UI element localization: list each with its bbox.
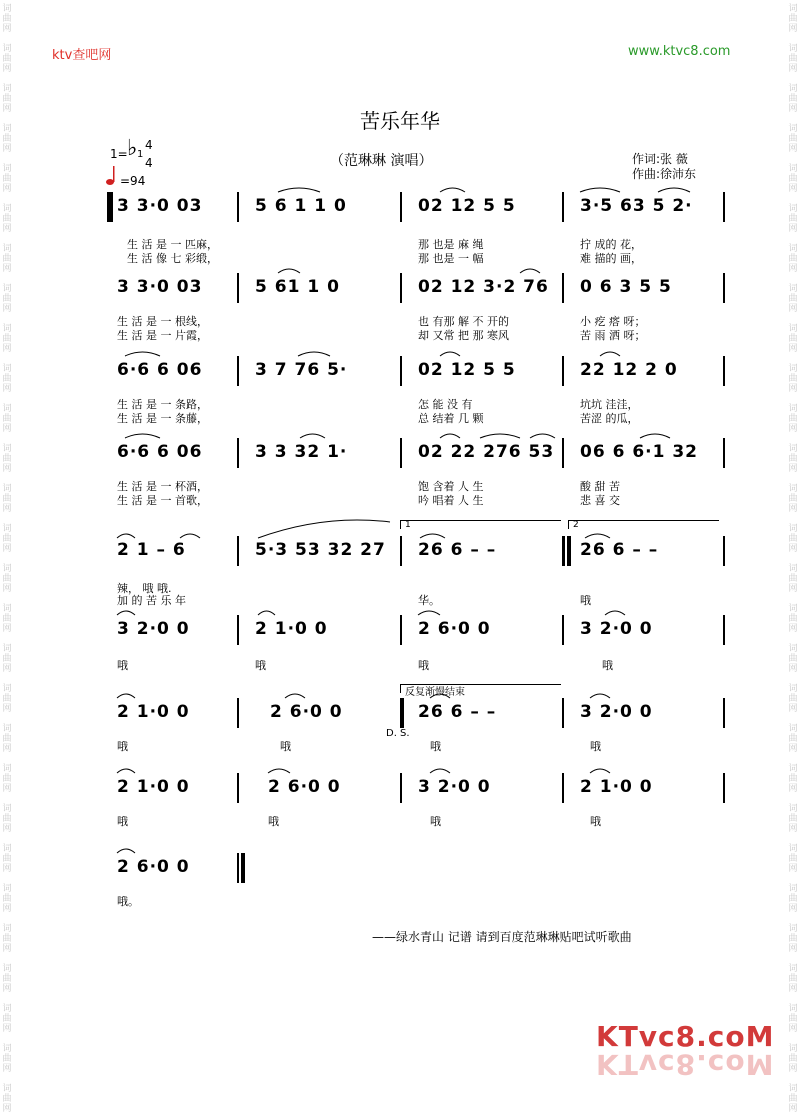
- measure-notes: 2 1·0 0: [255, 619, 328, 639]
- ktvc8-logo-reflection: KTvc8.coM: [596, 1048, 775, 1081]
- slur-arc: [658, 188, 690, 192]
- slur-arc: [180, 534, 200, 538]
- lyric-text: 生 活 是 一 条路，: [117, 398, 208, 411]
- slur-arc: [117, 611, 135, 615]
- watermark-glyph: 词 曲 网: [2, 884, 12, 914]
- ktvc8-logo[interactable]: KTvc8.coM: [596, 1020, 775, 1053]
- watermark-glyph: 词 曲 网: [2, 164, 12, 194]
- measure-notes: 2 6·0 0: [117, 857, 190, 877]
- lyric-text: 坑坑 洼洼，: [580, 398, 639, 411]
- watermark-glyph: 词 曲 网: [2, 324, 12, 354]
- slur-arc: [590, 769, 610, 773]
- lyric-text: 拧 成的 花，: [580, 238, 642, 251]
- watermark-glyph: 词 曲 网: [788, 4, 798, 34]
- watermark-glyph: 词 曲 网: [2, 764, 12, 794]
- slur-arc: [605, 611, 625, 615]
- lyric-text: 哦: [117, 740, 128, 753]
- measure-notes: 3 2·0 0: [580, 619, 653, 639]
- measure-notes: 5·3 53 32 27: [255, 540, 386, 560]
- watermark-glyph: 词 曲 网: [788, 1044, 798, 1074]
- watermark-glyph: 词 曲 网: [788, 44, 798, 74]
- slur-arc: [640, 434, 670, 438]
- watermark-glyph: 词 曲 网: [2, 44, 12, 74]
- measure-notes: 3·5 63 5 2·: [580, 196, 693, 216]
- lyric-text: 哦: [280, 740, 291, 753]
- watermark-glyph: 词 曲 网: [788, 244, 798, 274]
- watermark-glyph: 词 曲 网: [788, 204, 798, 234]
- watermark-glyph: 词 曲 网: [788, 764, 798, 794]
- slur-arc: [300, 434, 325, 438]
- watermark-glyph: 词 曲 网: [2, 644, 12, 674]
- measure-notes: 5 6 1 1 0: [255, 196, 347, 216]
- measure-notes: 06 6 6·1 32: [580, 442, 699, 462]
- slur-arc: [285, 694, 305, 698]
- measure-notes: 3 3·0 03: [117, 277, 203, 297]
- lyric-text: 怎 能 没 有: [418, 398, 473, 411]
- slur-arc: [268, 769, 290, 773]
- watermark-glyph: 词 曲 网: [788, 644, 798, 674]
- lyric-text: 哦: [268, 815, 279, 828]
- header-site-right[interactable]: www.ktvc8.com: [628, 44, 731, 59]
- slur-arc: [520, 269, 540, 273]
- watermark-glyph: 词 曲 网: [788, 484, 798, 514]
- lyric-text: 苦涩 的瓜，: [580, 412, 639, 425]
- lyric-text: 华。: [418, 594, 440, 607]
- measure-notes: 3 2·0 0: [580, 702, 653, 722]
- header-site-left[interactable]: ktv查吧网: [52, 48, 112, 63]
- watermark-glyph: 词 曲 网: [788, 604, 798, 634]
- lyric-text: 加 的 苦 乐 年: [117, 594, 186, 607]
- volta-number: 2: [573, 520, 579, 530]
- slur-arc: [585, 534, 610, 538]
- watermark-glyph: 词 曲 网: [788, 724, 798, 754]
- slur-arc: [117, 534, 135, 538]
- slur-arc: [298, 352, 330, 356]
- watermark-glyph: 词 曲 网: [788, 364, 798, 394]
- watermark-glyph: 词 曲 网: [2, 204, 12, 234]
- measure-notes: 22 12 2 0: [580, 360, 678, 380]
- lyric-text: 吟 唱着 人 生: [418, 494, 484, 507]
- measure-notes: 2 1·0 0: [117, 702, 190, 722]
- watermark-glyph: 词 曲 网: [788, 564, 798, 594]
- lyric-text: 哦: [602, 659, 613, 672]
- measure-notes: 02 12 5 5: [418, 196, 516, 216]
- watermark-glyph: 词 曲 网: [788, 444, 798, 474]
- watermark-glyph: 词 曲 网: [788, 1004, 798, 1034]
- lyric-text: 生 活 是 一 根线，: [117, 315, 208, 328]
- measure-notes: 26 6 – –: [418, 702, 497, 722]
- watermark-glyph: 词 曲 网: [788, 924, 798, 954]
- watermark-glyph: 词 曲 网: [2, 1044, 12, 1074]
- transcriber-credit: ——绿水青山 记谱 请到百度范琳琳贴吧试听歌曲: [372, 930, 632, 944]
- watermark-glyph: 词 曲 网: [788, 1084, 798, 1112]
- measure-notes: 26 6 – –: [418, 540, 497, 560]
- measure-notes: 2 6·0 0: [268, 777, 341, 797]
- tempo-marking: =94: [120, 174, 146, 188]
- lyric-text: 悲 喜 交: [580, 494, 620, 507]
- watermark-glyph: 词 曲 网: [2, 1004, 12, 1034]
- lyric-text: 饱 含着 人 生: [418, 480, 484, 493]
- slur-arc: [258, 611, 275, 615]
- watermark-glyph: 词 曲 网: [788, 964, 798, 994]
- measure-notes: 0 6 3 5 5: [580, 277, 672, 297]
- lyric-text: 哦: [590, 815, 601, 828]
- measure-notes: 3 2·0 0: [117, 619, 190, 639]
- lyric-text: 生 活 是 一 杯酒，: [117, 480, 208, 493]
- lyric-text: 生 活 是 一 首歌，: [117, 494, 208, 507]
- lyric-text: 哦: [117, 815, 128, 828]
- watermark-glyph: 词 曲 网: [2, 524, 12, 554]
- watermark-glyph: 词 曲 网: [2, 404, 12, 434]
- song-title: 苦乐年华: [360, 109, 440, 133]
- measure-notes: 6·6 6 06: [117, 360, 203, 380]
- watermark-glyph: 词 曲 网: [2, 684, 12, 714]
- measure-notes: 2 1·0 0: [580, 777, 653, 797]
- lyric-text: 生 活 像 七 彩缎，: [127, 252, 218, 265]
- watermark-glyph: 词 曲 网: [2, 964, 12, 994]
- time-signature-bottom: 4: [145, 156, 153, 170]
- lyric-text: 哦: [255, 659, 266, 672]
- watermark-glyph: 词 曲 网: [2, 924, 12, 954]
- watermark-glyph: 词 曲 网: [788, 124, 798, 154]
- slur-arc: [117, 694, 135, 698]
- slur-arc: [600, 352, 620, 356]
- slur-arc: [418, 611, 440, 615]
- measure-notes: 6·6 6 06: [117, 442, 203, 462]
- watermark-glyph: 词 曲 网: [2, 844, 12, 874]
- measure-notes: 3 2·0 0: [418, 777, 491, 797]
- watermark-glyph: 词 曲 网: [2, 84, 12, 114]
- measure-notes: 3 3·0 03: [117, 196, 203, 216]
- slur-arc: [440, 188, 465, 192]
- lyric-text: 酸 甜 苦: [580, 480, 620, 493]
- watermark-glyph: 词 曲 网: [788, 684, 798, 714]
- lyric-text: 哦: [418, 659, 429, 672]
- watermark-glyph: 词 曲 网: [788, 844, 798, 874]
- measure-notes: 2 1·0 0: [117, 777, 190, 797]
- measure-notes: 26 6 – –: [580, 540, 659, 560]
- watermark-glyph: 词 曲 网: [2, 4, 12, 34]
- lyric-text: 哦: [430, 740, 441, 753]
- watermark-glyph: 词 曲 网: [2, 484, 12, 514]
- lyric-text: 也 有那 解 不 开的: [418, 315, 509, 328]
- lyric-text: 生 活 是 一 匹麻，: [127, 238, 218, 251]
- measure-notes: 2 6·0 0: [270, 702, 343, 722]
- lyric-text: 苦 雨 洒 呀；: [580, 329, 646, 342]
- lyric-text: 小 疙 瘩 呀；: [580, 315, 646, 328]
- watermark-glyph: 词 曲 网: [2, 604, 12, 634]
- slur-arc: [117, 769, 135, 773]
- slur-arc: [420, 534, 445, 538]
- measure-notes: 2 1 – 6: [117, 540, 186, 560]
- flat-icon: ♭: [127, 136, 138, 161]
- watermark-glyph: 词 曲 网: [2, 564, 12, 594]
- watermark-glyph: 词 曲 网: [788, 324, 798, 354]
- slur-arc: [430, 694, 450, 698]
- measure-notes: 3 3 32 1·: [255, 442, 348, 462]
- slur-arc: [258, 520, 390, 538]
- slur-arc: [430, 769, 450, 773]
- lyric-text: 哦: [580, 594, 591, 607]
- measure-notes: 02 22 276 53: [418, 442, 555, 462]
- watermark-glyph: 词 曲 网: [788, 884, 798, 914]
- measure-notes: 3 7 76 5·: [255, 360, 348, 380]
- slur-arc: [278, 188, 320, 192]
- watermark-glyph: 词 曲 网: [2, 804, 12, 834]
- lyric-text: 辣， 哦 哦.: [117, 582, 172, 595]
- measure-notes: 2 6·0 0: [418, 619, 491, 639]
- watermark-glyph: 词 曲 网: [2, 364, 12, 394]
- ending-label: 反复渐慢结束: [405, 687, 465, 698]
- lyric-text: 哦。: [117, 895, 139, 908]
- ds-marking: D. S.: [386, 728, 410, 739]
- measure-notes: 02 12 5 5: [418, 360, 516, 380]
- watermark-glyph: 词 曲 网: [788, 284, 798, 314]
- watermark-glyph: 词 曲 网: [788, 84, 798, 114]
- lyricist-credit: 作词:张 薇: [632, 152, 688, 166]
- slur-arc: [125, 434, 160, 438]
- watermark-glyph: 词 曲 网: [2, 1084, 12, 1112]
- measure-notes: 02 12 3·2 76: [418, 277, 549, 297]
- lyric-text: 总 结着 几 颗: [418, 412, 484, 425]
- slur-arc: [117, 849, 135, 853]
- key-signature: 1=: [110, 147, 128, 161]
- watermark-glyph: 词 曲 网: [788, 804, 798, 834]
- volta-number: 1: [405, 520, 411, 530]
- slur-arc: [590, 694, 610, 698]
- watermark-glyph: 词 曲 网: [2, 284, 12, 314]
- lyric-text: 生 活 是 一 条藤，: [117, 412, 208, 425]
- lyric-text: 哦: [117, 659, 128, 672]
- composer-credit: 作曲:徐沛东: [632, 167, 697, 181]
- measure-notes: 5 61 1 0: [255, 277, 340, 297]
- watermark-glyph: 词 曲 网: [788, 524, 798, 554]
- time-signature-one: 1: [137, 149, 144, 160]
- slur-arc: [580, 188, 620, 192]
- slur-arc: [278, 269, 300, 273]
- lyric-text: 难 描的 画，: [580, 252, 642, 265]
- watermark-glyph: 词 曲 网: [788, 164, 798, 194]
- slur-arc: [125, 352, 160, 356]
- watermark-glyph: 词 曲 网: [788, 404, 798, 434]
- slur-arc: [480, 434, 520, 438]
- lyric-text: 那 也是 麻 绳: [418, 238, 484, 251]
- lyric-text: 那 也是 一 幅: [418, 252, 484, 265]
- watermark-glyph: 词 曲 网: [2, 244, 12, 274]
- lyric-text: 却 又常 把 那 寒风: [418, 329, 509, 342]
- slur-arc: [530, 434, 555, 438]
- watermark-glyph: 词 曲 网: [2, 724, 12, 754]
- time-signature-top: 4: [145, 138, 153, 152]
- slur-arc: [440, 352, 460, 356]
- lyric-text: 哦: [590, 740, 601, 753]
- lyric-text: 哦: [430, 815, 441, 828]
- watermark-glyph: 词 曲 网: [2, 444, 12, 474]
- lyric-text: 生 活 是 一 片霞，: [117, 329, 208, 342]
- slur-arc: [440, 434, 460, 438]
- singer-label: （范琳琳 演唱）: [330, 153, 433, 169]
- watermark-glyph: 词 曲 网: [2, 124, 12, 154]
